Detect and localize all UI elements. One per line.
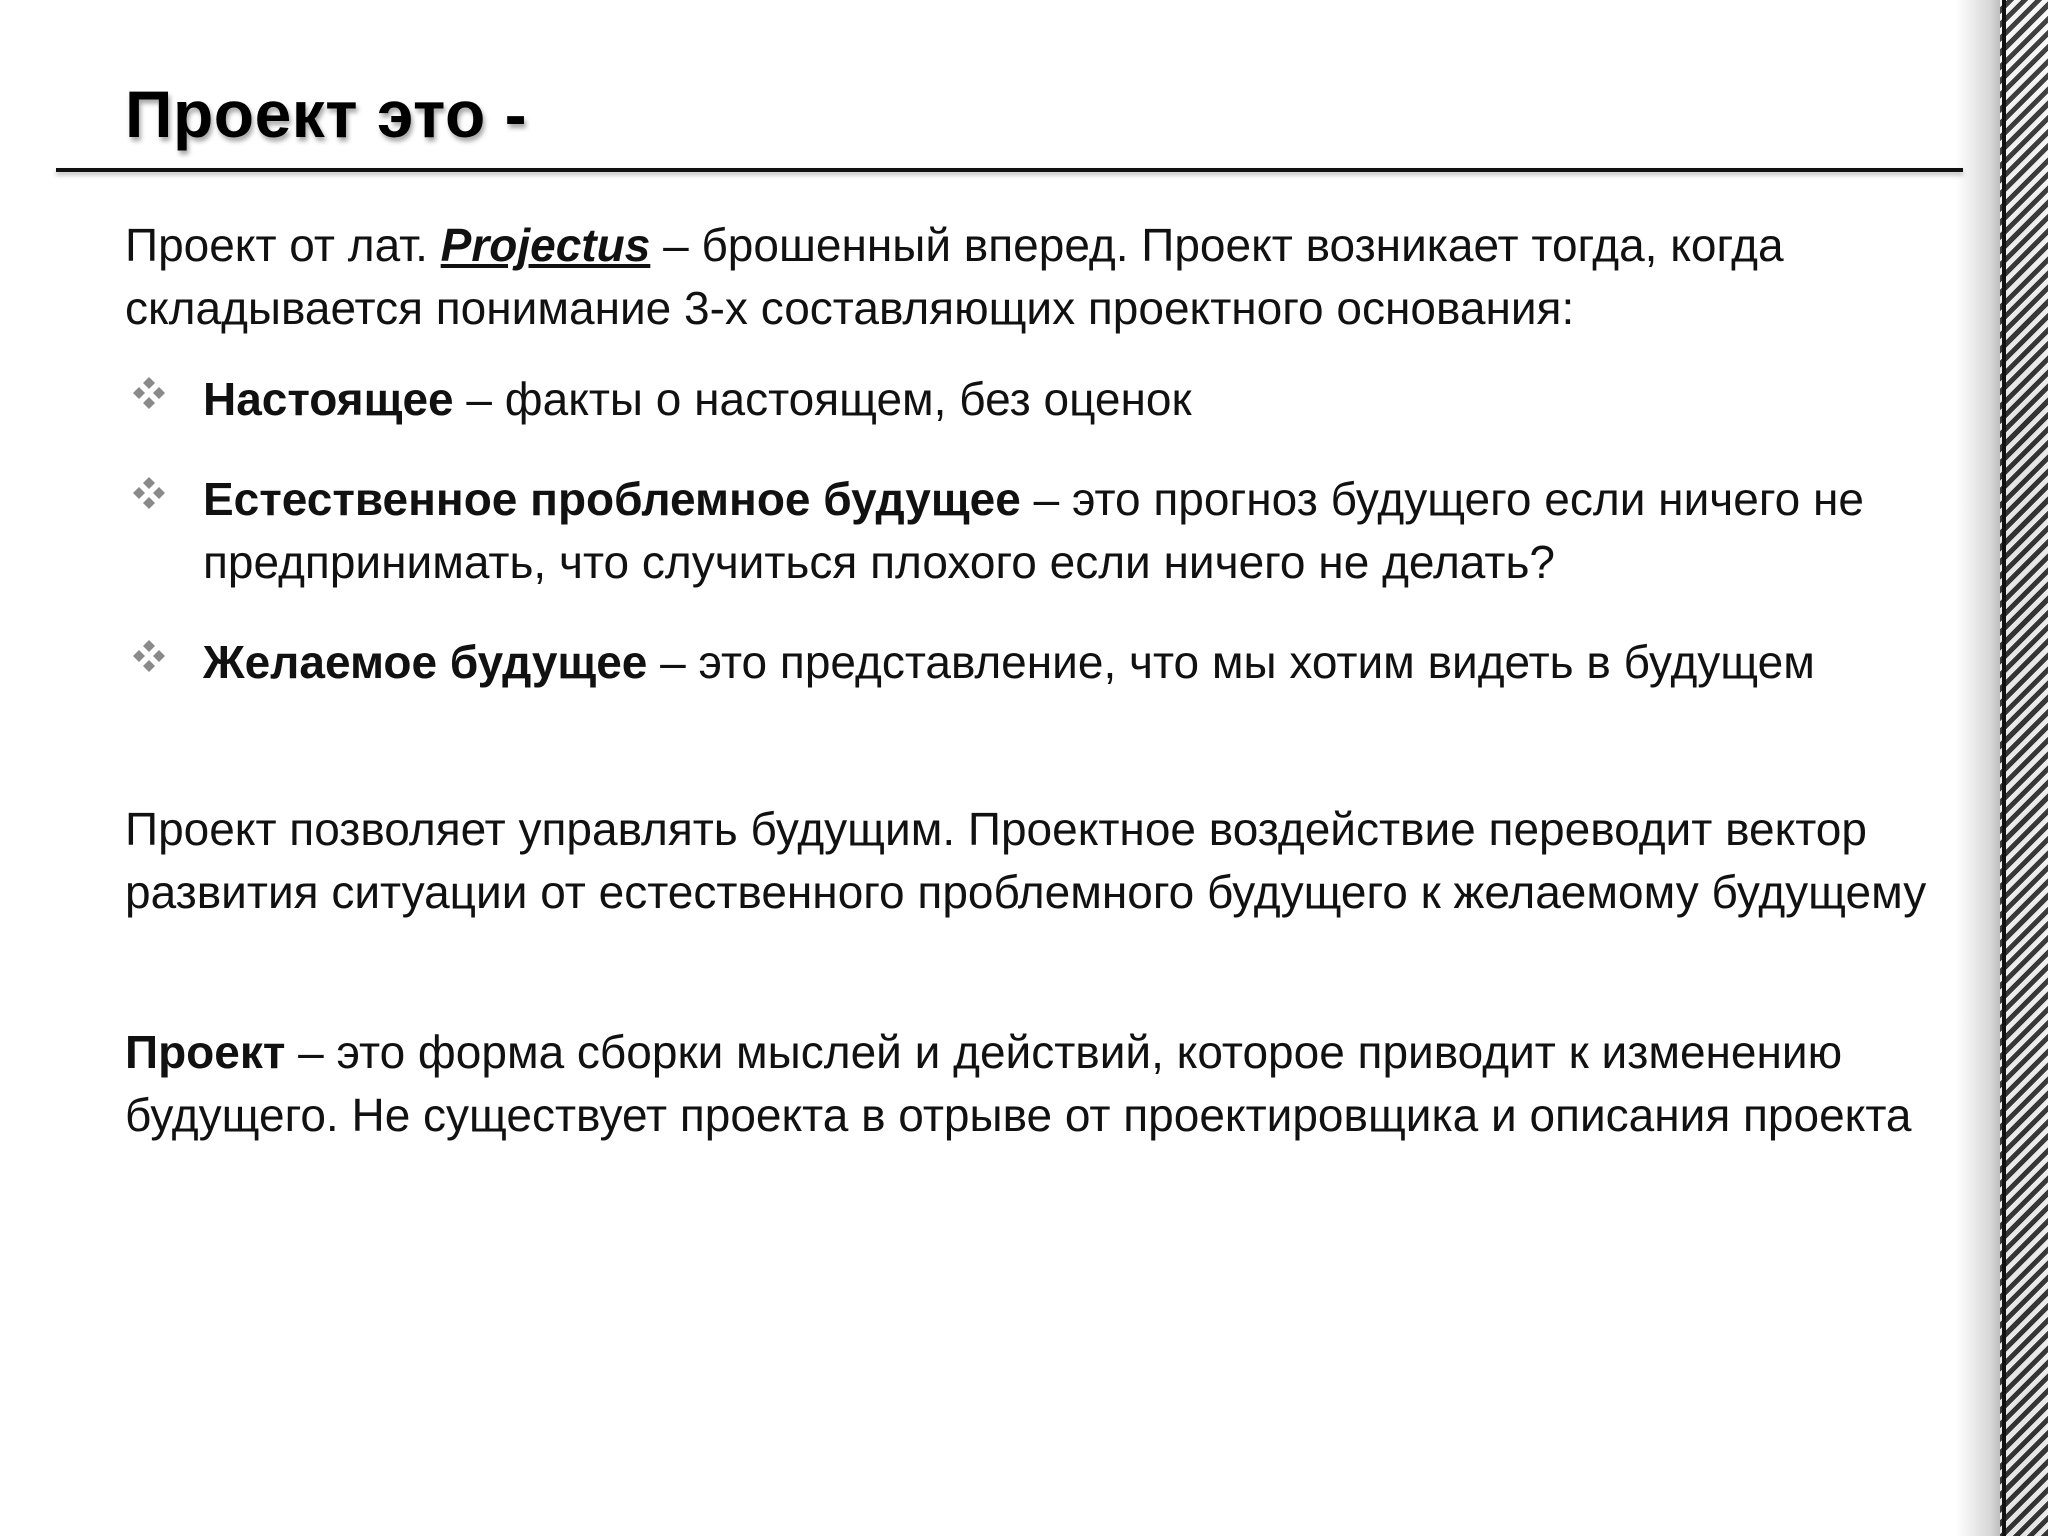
intro-paragraph	[125, 214, 1930, 340]
list-item-present	[125, 368, 1930, 431]
project-components-list	[125, 368, 1930, 694]
project-definition-term: Проект	[125, 1026, 286, 1078]
four-diamond-bullet-icon	[131, 475, 167, 511]
future-management-paragraph: Проект позволяет управлять будущим. Проектное воздействие переводит вектор развития ситуации от естественного проблемного будущего к желаемому будущему	[125, 803, 1927, 918]
latin-term: Projectus	[440, 219, 651, 271]
bullet-description: – это представление, что мы хотим видеть в будущем	[647, 636, 1815, 688]
right-edge-pattern	[2000, 0, 2048, 1536]
list-item-desired-future	[125, 631, 1930, 694]
bullet-term: Настоящее	[203, 373, 454, 425]
four-diamond-bullet-icon	[131, 638, 167, 674]
title-underline	[56, 168, 1963, 172]
bullet-description: – факты о настоящем, без оценок	[453, 373, 1192, 425]
four-diamond-bullet-icon	[131, 375, 167, 411]
right-edge-line	[2002, 0, 2006, 1536]
slide-title: Проект это -	[125, 77, 528, 151]
intro-after: – брошенный вперед. Проект возникает тогда, когда складывается понимание 3-х составляющих проектного основания:	[125, 219, 1784, 334]
bullet-term: Желаемое будущее	[203, 636, 648, 688]
slide-content	[125, 214, 1930, 1147]
bullet-term: Естественное проблемное будущее	[203, 473, 1021, 525]
project-definition-paragraph	[125, 1021, 1930, 1147]
intro-before: Проект от лат.	[125, 219, 441, 271]
project-definition-text: – это форма сборки мыслей и действий, которое приводит к изменению будущего. Не существует проекта в отрыве от проектировщика и описания проекта	[125, 1026, 1912, 1141]
bullet-description: – это прогноз будущего если ничего не предпринимать, что случиться плохого если ничего не делать?	[203, 473, 1864, 588]
list-item-problem-future	[125, 468, 1930, 594]
